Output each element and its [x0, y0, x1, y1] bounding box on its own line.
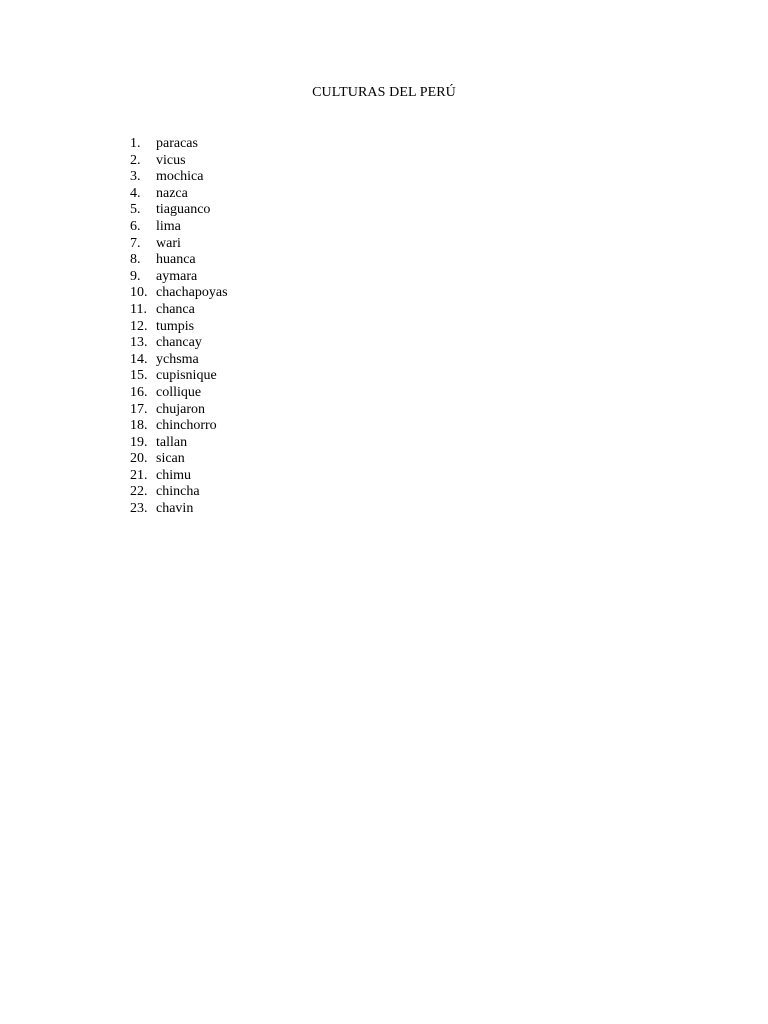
list-item — [130, 186, 228, 203]
list-item — [130, 418, 228, 435]
list-item-number: 9. — [130, 268, 141, 284]
list-item — [130, 319, 228, 336]
cultures-list — [130, 136, 228, 518]
list-item-name: tallan — [156, 434, 188, 450]
list-item-number: 16. — [130, 384, 148, 400]
list-item-number: 8. — [130, 252, 141, 268]
list-item — [130, 385, 228, 402]
list-item — [130, 302, 228, 319]
list-item-number: 19. — [130, 434, 148, 450]
list-item-number: 18. — [130, 418, 148, 434]
list-item-number: 5. — [130, 202, 141, 218]
list-item — [130, 451, 228, 468]
list-item-name: chincha — [156, 484, 200, 500]
list-item-name: chachapoyas — [156, 285, 228, 301]
list-item — [130, 335, 228, 352]
list-item-number: 7. — [130, 235, 141, 251]
list-item — [130, 202, 228, 219]
list-item-number: 20. — [130, 451, 148, 467]
list-item-number: 13. — [130, 335, 148, 351]
list-item-number: 10. — [130, 285, 148, 301]
list-item — [130, 484, 228, 501]
list-item — [130, 153, 228, 170]
list-item-name: lima — [156, 218, 181, 234]
list-item — [130, 236, 228, 253]
list-item-name: nazca — [156, 185, 188, 201]
list-item — [130, 169, 228, 186]
list-item-number: 23. — [130, 501, 148, 517]
list-item — [130, 219, 228, 236]
list-item-name: chavin — [156, 501, 194, 517]
list-item-name: chujaron — [156, 401, 205, 417]
list-item — [130, 435, 228, 452]
list-item — [130, 285, 228, 302]
list-item-name: tumpis — [156, 318, 195, 334]
list-item-name: wari — [156, 235, 181, 251]
list-item-number: 1. — [130, 136, 141, 151]
list-item-number: 4. — [130, 185, 141, 201]
list-item-number: 15. — [130, 368, 148, 384]
list-item-name: chinchorro — [156, 418, 217, 434]
list-item-name: chimu — [156, 467, 191, 483]
list-item-name: collique — [156, 384, 202, 400]
list-item-number: 22. — [130, 484, 148, 500]
list-item-name: ychsma — [156, 351, 199, 367]
list-item — [130, 269, 228, 286]
list-item-number: 2. — [130, 152, 141, 168]
list-item-number: 3. — [130, 169, 141, 185]
list-item — [130, 136, 228, 153]
list-item-name: sican — [156, 451, 185, 467]
list-item — [130, 252, 228, 269]
list-item-name: huanca — [156, 252, 196, 268]
list-item-name: tiaguanco — [156, 202, 211, 218]
list-item-name: chanca — [156, 301, 195, 317]
list-item-number: 6. — [130, 218, 141, 234]
list-item-number: 21. — [130, 467, 148, 483]
list-item-name: chancay — [156, 335, 202, 351]
list-item — [130, 468, 228, 485]
list-item — [130, 352, 228, 369]
list-item-name: aymara — [156, 268, 198, 284]
document-title: CULTURAS DEL PERÚ — [312, 85, 456, 100]
list-item-number: 14. — [130, 351, 148, 367]
list-item-number: 17. — [130, 401, 148, 417]
list-item-number: 12. — [130, 318, 148, 334]
list-item-number: 11. — [130, 301, 147, 317]
list-item — [130, 501, 228, 518]
list-item-name: vicus — [156, 152, 186, 168]
list-item-name: cupisnique — [156, 368, 217, 384]
list-item-name: paracas — [156, 136, 198, 151]
list-item — [130, 402, 228, 419]
list-item-name: mochica — [156, 169, 204, 185]
list-item — [130, 368, 228, 385]
